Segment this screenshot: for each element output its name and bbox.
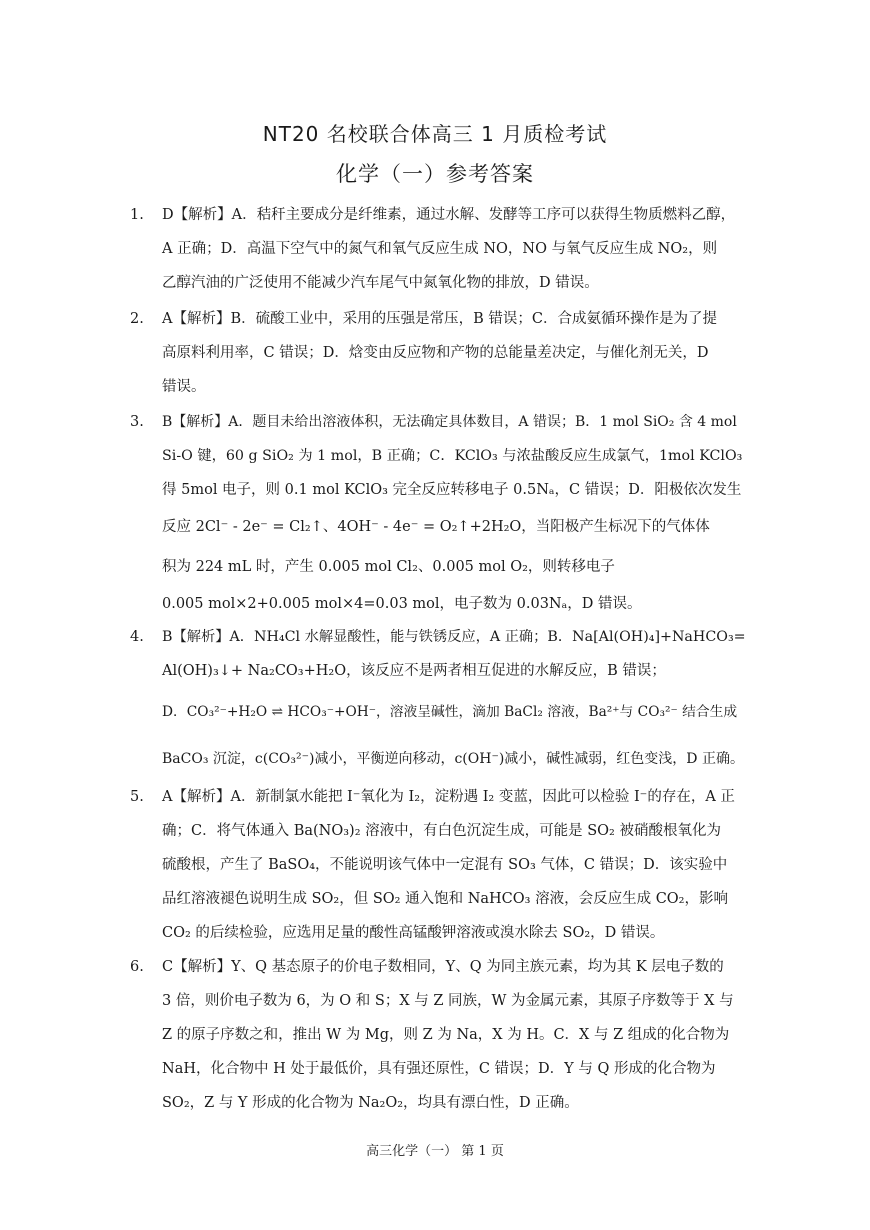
- answer-number: 6.: [130, 959, 144, 975]
- answer-item-2: [130, 302, 746, 404]
- answer-line: BaCO₃ 沉淀，c(CO₃²⁻)减小，平衡逆向移动，c(OH⁻)减小，碱性减弱，红色变浅，D 正确。: [162, 751, 744, 767]
- answer-line: Z 的原子序数之和，推出 W 为 Mg，则 Z 为 Na，X 为 H。C．X 与 Z 组成的化合物为: [162, 1027, 730, 1043]
- answer-line: C【解析】Y、Q 基态原子的价电子数相同，Y、Q 为同主族元素，均为其 K 层电子数的: [162, 959, 724, 975]
- answer-item-3: [130, 405, 746, 621]
- exam-subtitle: 化学（一）参考答案: [336, 162, 534, 186]
- page-footer: 高三化学（一） 第 1 页: [366, 1144, 504, 1159]
- answer-item-5: [130, 780, 746, 950]
- exam-title: NT20 名校联合体高三 1 月质检考试: [262, 122, 608, 146]
- answer-line: 得 5mol 电子，则 0.1 mol KClO₃ 完全反应转移电子 0.5Nₐ，C 错误；D．阳极依次发生: [162, 482, 742, 498]
- answer-line: 品红溶液褪色说明生成 SO₂，但 SO₂ 通入饱和 NaHCO₃ 溶液，会反应生成 CO₂，影响: [162, 891, 728, 907]
- answer-line: Si-O 键，60 g SiO₂ 为 1 mol，B 正确；C．KClO₃ 与浓盐酸反应生成氯气，1mol KClO₃: [162, 448, 743, 464]
- answer-line: CO₂ 的后续检验，应选用足量的酸性高锰酸钾溶液或溴水除去 SO₂，D 错误。: [162, 925, 665, 941]
- answer-item-4: [130, 620, 746, 782]
- answer-line: A【解析】B．硫酸工业中，采用的压强是常压，B 错误；C．合成氨循环操作是为了提: [162, 311, 717, 327]
- answer-number: 1.: [130, 207, 144, 223]
- answer-line: 硫酸根，产生了 BaSO₄，不能说明该气体中一定混有 SO₃ 气体，C 错误；D．该实验中: [162, 857, 728, 873]
- answer-line: B【解析】A．题目未给出溶液体积，无法确定具体数目，A 错误；B．1 mol SiO₂ 含 4 mol: [162, 414, 737, 430]
- answer-number: 4.: [130, 629, 144, 645]
- answer-line: B【解析】A．NH₄Cl 水解显酸性，能与铁锈反应，A 正确；B．Na[Al(OH)₄]+NaHCO₃=: [162, 629, 746, 645]
- answer-line: 3 倍，则价电子数为 6，为 O 和 S；X 与 Z 同族，W 为金属元素，其原子序数等于 X 与: [162, 993, 734, 1009]
- answer-number: 5.: [130, 789, 144, 805]
- answer-line: 0.005 mol×2+0.005 mol×4=0.03 mol，电子数为 0.03Nₐ，D 错误。: [162, 596, 642, 612]
- answer-line: 积为 224 mL 时，产生 0.005 mol Cl₂、0.005 mol O₂，则转移电子: [162, 559, 615, 575]
- answer-line: 高原料利用率，C 错误；D．焓变由反应物和产物的总能量差决定，与催化剂无关，D: [162, 345, 709, 361]
- answer-number: 3.: [130, 414, 144, 430]
- answer-number: 2.: [130, 311, 144, 327]
- answer-line: NaH，化合物中 H 处于最低价，具有强还原性，C 错误；D．Y 与 Q 形成的化合物为: [162, 1061, 716, 1077]
- answer-line: D【解析】A．秸秆主要成分是纤维素，通过水解、发酵等工序可以获得生物质燃料乙醇，: [162, 207, 736, 223]
- answer-line: A 正确；D．高温下空气中的氮气和氧气反应生成 NO，NO 与氧气反应生成 NO₂，则: [162, 241, 718, 257]
- answer-line: 确；C．将气体通入 Ba(NO₃)₂ 溶液中，有白色沉淀生成，可能是 SO₂ 被硝酸根氧化为: [162, 823, 721, 839]
- answer-line: 乙醇汽油的广泛使用不能减少汽车尾气中氮氧化物的排放，D 错误。: [162, 275, 599, 291]
- answer-line: Al(OH)₃↓+ Na₂CO₃+H₂O，该反应不是两者相互促进的水解反应，B 错误；: [162, 663, 666, 679]
- answer-line: D．CO₃²⁻+H₂O ⇌ HCO₃⁻+OH⁻，溶液呈碱性，滴加 BaCl₂ 溶液，Ba²⁺与 CO₃²⁻ 结合生成: [162, 704, 738, 720]
- answer-line: A【解析】A．新制氯水能把 I⁻氧化为 I₂，淀粉遇 I₂ 变蓝，因此可以检验 I⁻的存在，A 正: [162, 789, 735, 805]
- answer-line: 错误。: [162, 379, 206, 395]
- answer-item-6: [130, 950, 746, 1120]
- answer-line: SO₂，Z 与 Y 形成的化合物为 Na₂O₂，均具有漂白性，D 正确。: [162, 1095, 579, 1111]
- answer-line: 反应 2Cl⁻ - 2e⁻ = Cl₂↑、4OH⁻ - 4e⁻ = O₂↑+2H₂O，当阳极产生标况下的气体体: [162, 519, 710, 535]
- answer-item-1: [130, 198, 746, 300]
